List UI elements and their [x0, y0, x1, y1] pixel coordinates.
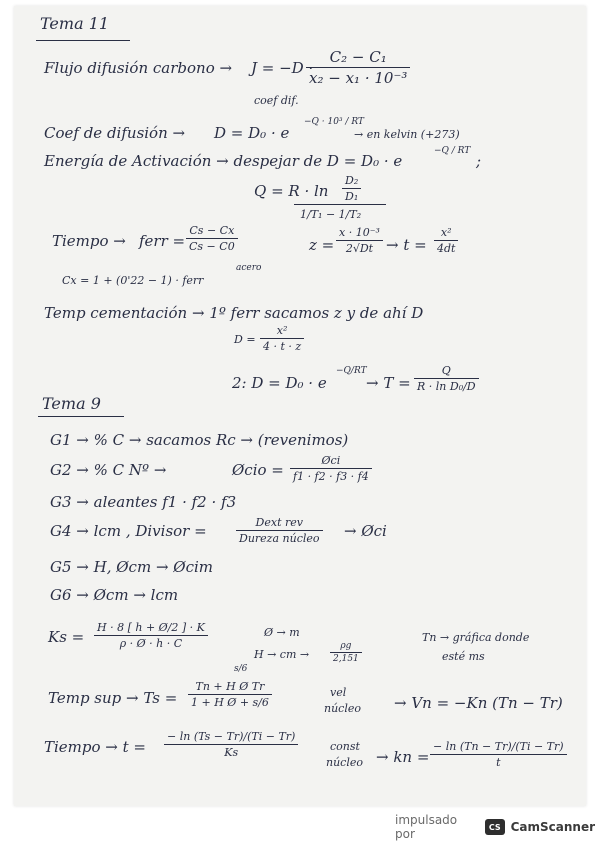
ks-numerator: H · 8 [ h + Ø/2 ] · K: [97, 621, 205, 634]
powered-by-text: impulsado por: [395, 813, 458, 841]
q-ln-numerator: D₂: [345, 174, 359, 187]
q-fraction-bar: [294, 204, 386, 205]
step2-exponent: −Q/RT: [336, 366, 367, 376]
t3-numerator: − ln (Ts − Tr)/(Ti − Tr): [167, 730, 296, 743]
ks-unit-numerator: ρg: [340, 641, 352, 651]
cx-formula: Cx = 1 + (0'22 − 1) · ferr: [62, 274, 204, 287]
flujo-label: Flujo difusión carbono →: [44, 59, 233, 77]
t-numerator: x²: [440, 226, 452, 239]
ks-denominator: ρ · Ø · h · C: [119, 637, 183, 650]
energia-end: ;: [476, 152, 482, 170]
ts-numerator: Tn + H Ø Tr: [195, 680, 265, 693]
q-ln-fraction: [342, 174, 361, 203]
z-numerator: x · 10⁻³: [339, 226, 380, 239]
tiempo2-label: Tiempo → t =: [44, 738, 147, 756]
ferr-denominator: Cs − C0: [189, 240, 235, 253]
camscanner-brand: CamScanner: [510, 820, 595, 834]
flujo-note: coef dif.: [254, 94, 299, 107]
title-underline: [36, 40, 130, 41]
q-lhs: Q = R · ln: [254, 182, 329, 200]
energia-label: Energía de Activación → despejar de D = D₀ · e: [44, 152, 403, 170]
flujo-denominator: x₂ − x₁ · 10⁻³: [309, 69, 408, 87]
g2-lhs: Øcio =: [232, 461, 284, 479]
const-label-2: núcleo: [326, 756, 363, 769]
notebook-page: [14, 6, 586, 806]
ts-denominator: 1 + H Ø + s/6: [191, 696, 269, 709]
g6-line: G6 → Øcm → lcm: [50, 586, 179, 604]
g2-denominator: f1 · f2 · f3 · f4: [293, 470, 369, 483]
t2-fraction: [414, 364, 479, 393]
z-lhs: z =: [309, 236, 335, 254]
coef-label: Coef de difusión →: [44, 124, 186, 142]
g2-fraction: [290, 454, 372, 483]
ks-fraction: [94, 621, 208, 650]
tiempo-label: Tiempo →: [52, 232, 126, 250]
ks-lhs: Ks =: [48, 628, 85, 646]
g4-numerator: Dext rev: [255, 516, 303, 529]
flujo-lhs: J = −D ·: [251, 59, 314, 77]
t2-lhs: → T =: [366, 374, 411, 392]
t-denominator: 4dt: [437, 242, 456, 255]
ts-fraction: [188, 680, 272, 709]
g5-line: G5 → H, Øcm → Øcim: [50, 558, 213, 576]
g4-end: → Øci: [344, 522, 387, 540]
kn-lhs: → kn =: [376, 748, 430, 766]
d-fraction: [260, 324, 304, 353]
t2-denominator: R · ln D₀/D: [417, 380, 476, 393]
ks-unit-cm: H → cm →: [254, 648, 310, 661]
g3-line: G3 → aleantes f1 · f2 · f3: [50, 493, 237, 511]
q-denominator: 1/T₁ − 1/T₂: [300, 208, 362, 221]
const-label: const: [330, 740, 360, 753]
ferr-fraction: [186, 224, 238, 253]
t-lhs: → t =: [386, 236, 427, 254]
temp-sup-label: Temp sup → Ts =: [48, 689, 178, 707]
g1-line: G1 → % C → sacamos Rc → (revenimos): [50, 431, 349, 449]
temp-cementacion-label: Temp cementación → 1º ferr sacamos z y de ahí D: [44, 304, 424, 322]
title-underline: [38, 416, 124, 417]
camscanner-logo-icon: CS: [485, 819, 505, 835]
t-fraction: [434, 226, 458, 255]
ks-unit-denominator: 2,151: [333, 654, 359, 664]
g4-denominator: Dureza núcleo: [239, 532, 320, 545]
d-denominator: 4 · t · z: [263, 340, 302, 353]
t2-numerator: Q: [441, 364, 451, 377]
q-ln-denominator: D₁: [345, 190, 359, 203]
flujo-fraction: [306, 48, 410, 87]
ferr-lhs: ferr =: [139, 232, 186, 250]
t3-fraction: [164, 730, 298, 759]
t3-denominator: Ks: [224, 746, 239, 759]
kn-denominator: t: [496, 756, 501, 769]
g2-numerator: Øci: [321, 454, 341, 467]
z-fraction: [336, 226, 383, 255]
step2-formula: 2: D = D₀ · e: [232, 374, 327, 392]
d-lhs: D =: [234, 333, 256, 346]
camscanner-watermark: [395, 815, 595, 839]
z-denominator: 2√Dt: [345, 242, 374, 255]
ks-unit-m: Ø → m: [264, 626, 300, 639]
tn-note: Tn → gráfica donde: [422, 631, 530, 644]
coef-formula: D = D₀ · e: [214, 124, 290, 142]
g2-label: G2 → % C Nº →: [50, 461, 167, 479]
section-title-tema9: Tema 9: [42, 394, 101, 413]
tn-note-2: esté ms: [442, 650, 485, 663]
kn-fraction: [430, 740, 567, 769]
ts-top-note: s/6: [234, 664, 248, 674]
coef-exponent: −Q · 10³ / RT: [304, 117, 364, 127]
section-title-tema11: Tema 11: [40, 14, 110, 33]
flujo-numerator: C₂ − C₁: [329, 48, 387, 66]
kn-numerator: − ln (Tn − Tr)/(Ti − Tr): [433, 740, 564, 753]
d-numerator: x²: [276, 324, 288, 337]
ferr-numerator: Cs − Cx: [189, 224, 235, 237]
g4-label: G4 → lcm , Divisor =: [50, 522, 207, 540]
ks-unit-fraction: [330, 641, 362, 664]
g4-fraction: [236, 516, 323, 545]
coef-note: → en kelvin (+273): [354, 128, 460, 141]
vel-label: vel: [330, 686, 347, 699]
vn-formula: → Vn = −Kn (Tn − Tr): [394, 694, 563, 712]
energia-exponent: −Q / RT: [434, 146, 471, 156]
ferr-note: acero: [236, 263, 262, 273]
vel-label-2: núcleo: [324, 702, 361, 715]
